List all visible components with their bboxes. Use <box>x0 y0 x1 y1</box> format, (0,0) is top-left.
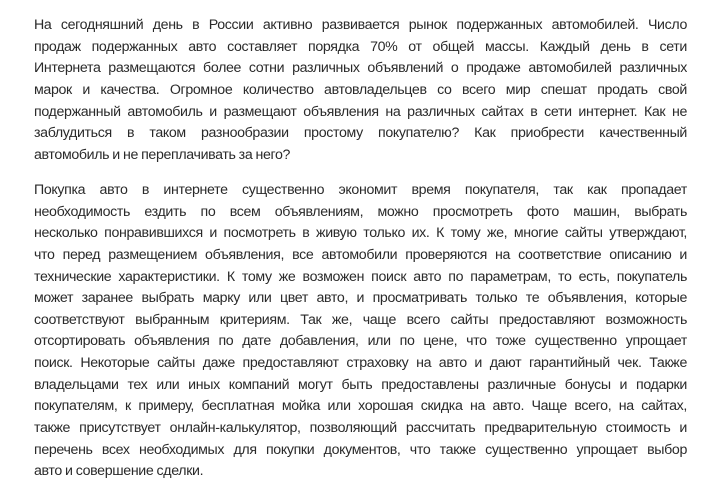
text-line: отсортировать объявления по дате добавления, или по цене, что тоже существенно упрощает <box>34 333 687 350</box>
text-line: подержанный автомобиль и размещают объявления на различных сайтах в сети интернет. Как не <box>34 103 687 120</box>
text-line: автомобиль и не переплачивать за него? <box>34 146 291 163</box>
text-line: владельцами тех или иных компаний могут быть предоставлены различные бонусы и подарки <box>34 376 687 393</box>
text-line: Покупка авто в интернете существенно экономит время покупателя, так как пропадает <box>34 181 687 198</box>
text-line: Интернета размещаются более сотни различных объявлений о продаже автомобилей различных <box>34 60 687 77</box>
document-body <box>34 15 687 483</box>
text-line: продаж подержанных авто составляет порядка 70% от общей массы. Каждый день в сети <box>34 38 687 55</box>
text-line: что перед размещением объявления, все автомобили проверяются на соответствие описанию и <box>34 246 687 263</box>
text-line: также присутствует онлайн-калькулятор, позволяющий рассчитать предварительную стоимость и <box>34 420 687 437</box>
text-line: соответствуют выбранным критериям. Так же, чаще всего сайты предоставляют возможность <box>34 311 687 328</box>
text-line: покупателям, к примеру, бесплатная мойка или хорошая скидка на авто. Чаще всего, на сайтах, <box>34 398 687 415</box>
paragraph-used-car-market <box>34 15 687 166</box>
text-line: несколько понравившихся и посмотреть в живую только их. К тому же, многие сайты утверждают, <box>34 225 687 242</box>
text-line: может заранее выбрать марку или цвет авто, и просматривать только те объявления, которые <box>34 290 687 307</box>
text-line: необходимость ездить по всем объявлениям, можно просмотреть фото машин, выбрать <box>34 203 687 220</box>
text-line: перечень всех необходимых для покупки документов, что также существенно упрощает выбор <box>34 441 687 458</box>
paragraph-online-purchase <box>34 180 687 483</box>
text-line: марок и качества. Огромное количество автовладельцев со всего мир спешат продать свой <box>34 81 687 98</box>
text-line: поиск. Некоторые сайты даже предоставляют страховку на авто и дают гарантийный чек. Также <box>34 355 687 372</box>
text-line: На сегодняшний день в России активно развивается рынок подержанных автомобилей. Число <box>34 17 687 33</box>
text-line: авто и совершение сделки. <box>34 463 204 480</box>
text-line: технические характеристики. К тому же возможен поиск авто по параметрам, то есть, покупатель <box>34 268 687 285</box>
text-line: заблудиться в таком разнообразии простому покупателю? Как приобрести качественный <box>34 125 687 142</box>
